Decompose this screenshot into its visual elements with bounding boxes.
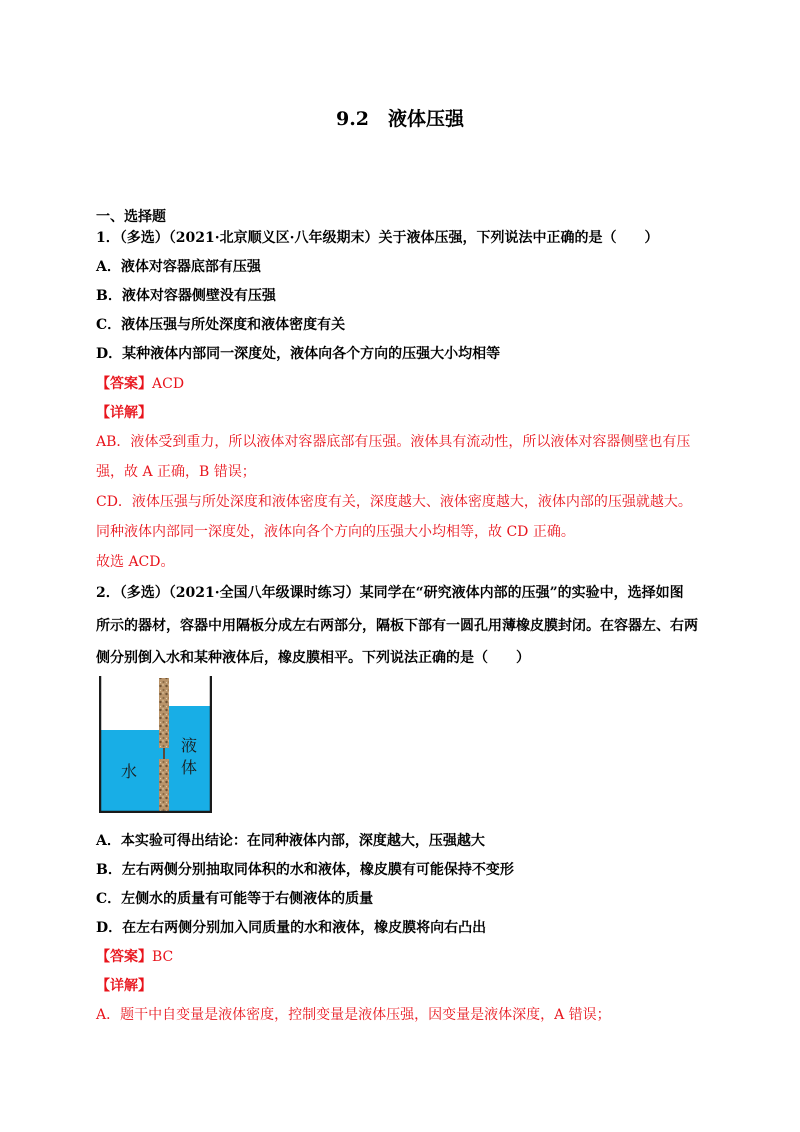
question-2-option-b: B．左右两侧分别抽取同体积的水和液体，橡皮膜有可能保持不变形 xyxy=(96,862,514,878)
question-2-option-d: D．在左右两侧分别加入同质量的水和液体，橡皮膜将向右凸出 xyxy=(96,920,487,936)
question-1-answer xyxy=(96,373,184,393)
liquid-label-bottom: 体 xyxy=(180,758,198,777)
partition-wall xyxy=(159,678,169,811)
question-1-option-a: A．液体对容器底部有压强 xyxy=(96,259,261,275)
answer-tag: 【答案】 xyxy=(96,376,152,392)
question-2-stem-line: 2．（多选）（2021·全国八年级课时练习）某同学在“研究液体内部的压强”的实验中，选择如图 xyxy=(96,585,684,601)
water-label: 水 xyxy=(120,762,138,781)
question-2-option-c: C．左侧水的质量有可能等于右侧液体的质量 xyxy=(96,891,374,907)
question-1-explanation-line: AB．液体受到重力，所以液体对容器底部有压强。液体具有流动性，所以液体对容器侧壁也有压 xyxy=(96,434,691,450)
question-1-stem: 1．（多选）（2021·北京顺义区·八年级期末）关于液体压强，下列说法中正确的是（ ） xyxy=(96,230,659,246)
question-2-stem-line: 侧分别倒入水和某种液体后，橡皮膜相平。下列说法正确的是（ ） xyxy=(96,650,530,666)
question-1-option-d: D．某种液体内部同一深度处，液体向各个方向的压强大小均相等 xyxy=(96,346,501,362)
question-1-explanation-line: 故选 ACD。 xyxy=(96,554,175,570)
liquid-label-top: 液 xyxy=(180,736,198,755)
question-1-explanation-line: 强，故 A 正确，B 错误； xyxy=(96,464,256,480)
question-2-detail-tag: 【详解】 xyxy=(96,978,152,994)
question-1-detail-tag: 【详解】 xyxy=(96,405,152,421)
question-1-explanation-line: 同种液体内部同一深度处，液体向各个方向的压强大小均相等，故 CD 正确。 xyxy=(96,524,575,540)
question-1-explanation-line: CD．液体压强与所处深度和液体密度有关，深度越大、液体密度越大，液体内部的压强就越大。 xyxy=(96,494,692,510)
answer-value: BC xyxy=(152,949,174,965)
answer-value: ACD xyxy=(152,376,185,392)
question-2-option-a: A．本实验可得出结论：在同种液体内部，深度越大，压强越大 xyxy=(96,833,485,849)
answer-tag: 【答案】 xyxy=(96,949,152,965)
question-1-option-c: C．液体压强与所处深度和液体密度有关 xyxy=(96,317,346,333)
question-1-option-b: B．液体对容器侧壁没有压强 xyxy=(96,288,276,304)
question-2-explanation-line: A．题干中自变量是液体密度，控制变量是液体压强，因变量是液体深度，A 错误； xyxy=(96,1007,611,1023)
question-2-stem-line: 所示的器材，容器中用隔板分成左右两部分，隔板下部有一圆孔用薄橡皮膜封闭。在容器左、右两 xyxy=(96,618,698,634)
page-title: 9.2 液体压强 xyxy=(335,108,465,130)
question-2-answer xyxy=(96,946,173,966)
section-heading: 一、选择题 xyxy=(96,209,166,225)
experiment-figure xyxy=(99,676,212,813)
